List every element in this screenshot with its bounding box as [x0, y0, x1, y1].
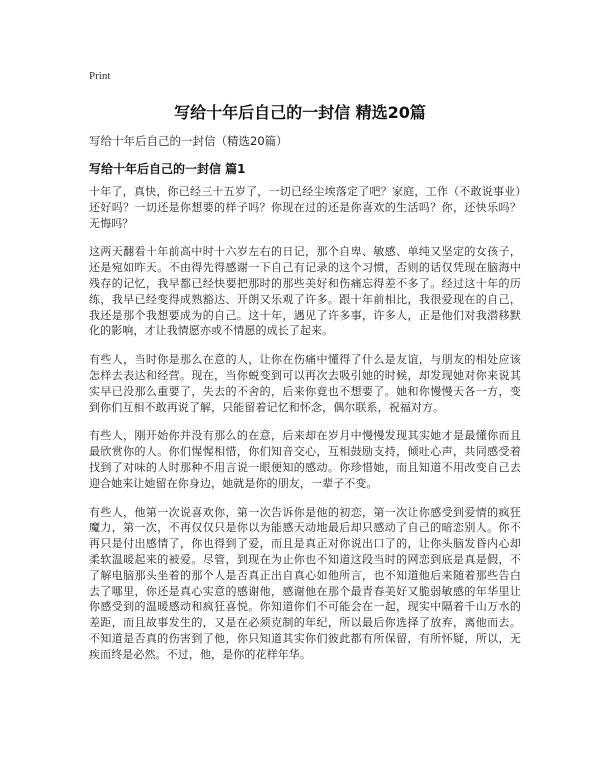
section-heading: 写给十年后自己的一封信 篇1 — [89, 162, 246, 176]
paragraph-3: 有些人，当时你是那么在意的人，让你在伤痛中懂得了什么是友谊，与朋友的相处应该怎样去表达和经营。现在，当你蜕变到可以再次去吸引她的时候，却发现她对你来说其实早已没那么重要了，失去的不舍的，后来你竟也不想要了。她和你慢慢天各一方，变到你们互相不敢再说了解，只能留着记忆和怀念，偶尔联系，祝福对方。 — [89, 353, 521, 414]
article-body — [89, 184, 521, 676]
paragraph-1: 十年了，真快，你已经三十五岁了，一切已经尘埃落定了吧？家庭，工作（不敢说事业）还好吗？一切还是你想要的样子吗？你现在过的还是你喜欢的生活吗？你，还快乐吗？无悔吗？ — [89, 185, 521, 230]
paragraph-4: 有些人，刚开始你并没有那么的在意，后来却在岁月中慢慢发现其实她才是最懂你而且最欣赏你的人。你们惺惺相惜，你们知音交心，互相鼓励支持，倾吐心声，共同感受着找到了对味的人时那种不用言说一眼便知的感动。你珍惜她，而且知道不用改变自己去迎合她来让她留在你身边，她就是你的朋友，一辈子不变。 — [89, 429, 521, 490]
paragraph-5: 有些人，他第一次说喜欢你，第一次告诉你是他的初恋，第一次让你感受到爱情的疯狂魔力，第一次，不再仅仅只是你以为能感天动地最后却只感动了自己的暗恋别人。你不再只是付出感情了，你也得到了爱，而且是真正对你说出口了的，让你头脑发昏内心却柔软温暖起来的被爱。尽管，到现在为止你也不知道这段当时的网恋到底是真是假，不了解电脑那头坐着的那个人是否真正出自真心如他所言，也不知道他后来随着那些告白去了哪里，你还是真心实意的感谢他，感谢他在那个最青春美好又脆弱敏感的年华里让你感受到的温暖感动和疯狂喜悦。你知道你们不可能会在一起，现实中隔着千山万水的差距，而且故事发生的，又是在必须克制的年纪，所以最后你选择了放弃，离他而去。不知道是否真的伤害到了他，你只知道其实你们彼此都有所保留，有所怀疑，所以，无疾而终是必然。不过，他，是你的花样年华。 — [89, 505, 521, 661]
page-subtitle: 写给十年后自己的一封信（精选20篇） — [89, 134, 288, 148]
page-title: 写给十年后自己的一封信 精选20篇 — [174, 103, 426, 122]
print-label[interactable]: Print — [89, 70, 111, 82]
paragraph-2: 这两天翻看十年前高中时十六岁左右的日记，那个自卑、敏感、单纯又坚定的女孩子，还是宛如昨天。不由得先得感谢一下自己有记录的这个习惯，否则的话仅凭现在脑海中残存的记忆，我早都已经快要把那时的那些美好和伤痛忘得差不多了。经过这十年的历练，我早已经变得成熟豁达、开朗又乐观了许多。跟十年前相比，我很爱现在的自己，我还是那个我想要成为的自己。这十年，遇见了许多事，许多人，正是他们对我潜移默化的影响，才让我情愿亦或不情愿的成长了起来。 — [89, 245, 521, 338]
